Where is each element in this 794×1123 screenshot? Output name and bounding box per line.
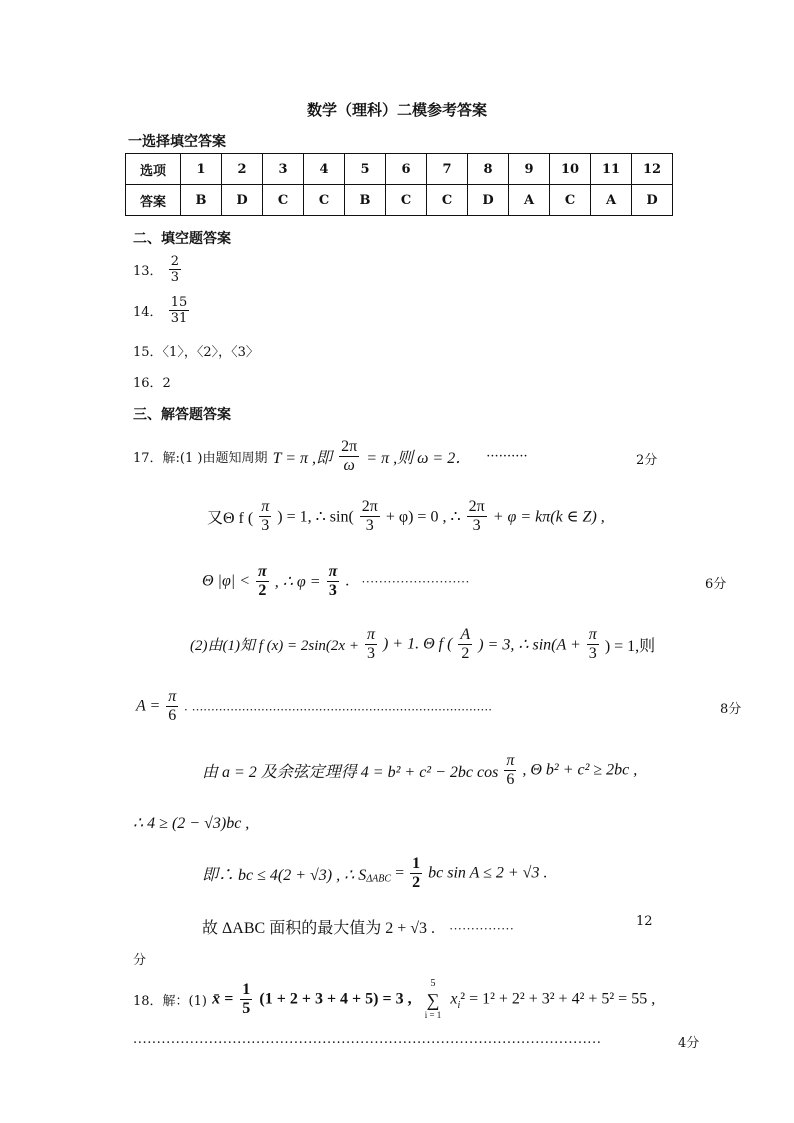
math-text: 由 a = 2 及余弦定理得 4 = b² + c² − 2bc cos <box>202 764 499 781</box>
q17-line-1 <box>133 438 528 475</box>
section-heading-solve: 三、解答题答案 <box>133 407 231 423</box>
table-cell: B <box>345 185 386 216</box>
math-text: x̄ = <box>212 990 234 1008</box>
table-cell: 1 <box>181 154 222 185</box>
fraction <box>365 626 377 663</box>
fraction <box>166 688 178 725</box>
denominator: 6 <box>506 771 515 788</box>
table-cell: 3 <box>263 154 304 185</box>
dot-leader: ························· <box>361 573 470 589</box>
dot-leader: ·········· <box>486 449 528 464</box>
q17-line-5 <box>136 688 492 725</box>
score-mark: 8分 <box>720 702 742 717</box>
fraction <box>467 498 487 535</box>
score-mark: 12 <box>636 914 653 929</box>
denominator: 3 <box>365 517 374 534</box>
fraction <box>360 498 380 535</box>
table-cell: A <box>591 185 632 216</box>
math-text: , ∴ φ = <box>274 573 321 591</box>
math-text: , Θ b² + c² ≥ 2bc , <box>522 761 638 779</box>
denominator: 2 <box>461 645 470 662</box>
score-mark: 4分 <box>678 1036 700 1051</box>
table-cell: 9 <box>509 154 550 185</box>
sigma-glyph: ∑ <box>426 990 440 1010</box>
fraction <box>259 498 271 535</box>
question-number: 13． <box>133 264 163 279</box>
section-heading-fill: 二、填空题答案 <box>133 231 231 247</box>
denominator: 3 <box>261 517 270 534</box>
q17-period: T = π ,即 <box>272 450 333 467</box>
table-cell: 8 <box>468 154 509 185</box>
q17-line-7: ∴ 4 ≥ (2 − √3)bc , <box>133 815 250 832</box>
table-cell: C <box>304 185 345 216</box>
numerator: π <box>366 626 375 643</box>
denominator: 3 <box>328 582 337 599</box>
numerator: 2π <box>341 438 358 455</box>
table-cell: 4 <box>304 154 345 185</box>
denominator: 6 <box>168 707 177 724</box>
fraction <box>458 626 472 663</box>
numerator: 15 <box>170 295 188 310</box>
math-text: ) = 1, ∴ sin( <box>277 508 354 526</box>
table-cell: C <box>427 185 468 216</box>
answer-14 <box>133 295 191 326</box>
q17-line-3 <box>202 563 470 600</box>
dot-leader: ··············· <box>449 921 514 936</box>
q17-line-4 <box>190 626 655 663</box>
numerator: 2π <box>468 498 485 515</box>
fraction <box>256 563 269 600</box>
numerator: π <box>588 626 597 643</box>
subscript: ΔABC <box>366 873 392 885</box>
denominator: 3 <box>588 645 597 662</box>
score-mark: 6分 <box>705 577 727 592</box>
numerator: π <box>328 563 338 580</box>
numerator: 1 <box>412 855 421 872</box>
fraction <box>339 438 359 475</box>
numerator: π <box>258 563 267 580</box>
math-text: + φ = kπ(k ∈ Z) , <box>492 508 605 526</box>
numerator: 2 <box>170 254 179 269</box>
table-cell: B <box>181 185 222 216</box>
math-text: 故 ΔABC 面积的最大值为 2 + √3 . <box>202 920 435 937</box>
denominator: 3 <box>472 517 481 534</box>
table-cell: C <box>386 185 427 216</box>
score-unit: 分 <box>133 953 147 968</box>
math-text: 即∴ bc ≤ 4(2 + √3) , ∴ S <box>202 867 367 884</box>
dot-leader: ................................................................................................... <box>133 1032 602 1047</box>
sum-upper: 5 <box>430 978 436 989</box>
answer-15: 15．〈1〉，〈2〉，〈3〉 <box>133 345 259 360</box>
q17-omega: = π ,则 ω = 2． <box>366 450 472 467</box>
numerator: π <box>168 688 177 705</box>
math-text: ) = 1,则 <box>604 638 656 655</box>
fraction <box>504 752 516 789</box>
table-cell: 2 <box>222 154 263 185</box>
numerator: 2π <box>361 498 378 515</box>
q17-line-2 <box>207 498 605 535</box>
sum-lower: i = 1 <box>424 1010 442 1020</box>
denominator: 3 <box>366 645 375 662</box>
summation <box>423 978 444 1021</box>
math-text: = <box>395 864 405 882</box>
table-row <box>126 185 673 216</box>
table-cell: 7 <box>427 154 468 185</box>
table-cell: 10 <box>550 154 591 185</box>
table-row-label: 选项 <box>126 154 181 185</box>
q17-line-6 <box>202 752 637 789</box>
fraction <box>410 855 422 892</box>
math-text: Θ |φ| < <box>202 572 250 590</box>
answer-13 <box>133 254 183 285</box>
table-cell: 12 <box>632 154 673 185</box>
table-cell: D <box>222 185 263 216</box>
math-text: . <box>345 572 350 590</box>
table-cell: A <box>509 185 550 216</box>
denominator: ω <box>343 457 355 474</box>
table-cell: D <box>468 185 509 216</box>
table-cell: 5 <box>345 154 386 185</box>
fraction <box>169 254 181 285</box>
math-text: 又Θ f ( <box>207 510 254 527</box>
math-text: + φ) = 0 , ∴ <box>385 508 461 526</box>
denominator: 3 <box>170 270 179 285</box>
q17-line-9 <box>202 915 514 938</box>
math-text: x <box>450 990 458 1008</box>
table-cell: 6 <box>386 154 427 185</box>
q17-line-8 <box>202 855 547 892</box>
math-text: (1 + 2 + 3 + 4 + 5) = 3 , <box>259 990 412 1008</box>
question-number: 14． <box>133 305 163 320</box>
fraction <box>587 626 599 663</box>
table-cell: D <box>632 185 673 216</box>
q17-intro: 17．解:(1 )由题知周期 <box>133 451 268 466</box>
answer-table <box>125 153 673 216</box>
denominator: 2 <box>412 874 421 891</box>
math-text: ) + 1. Θ f ( <box>382 635 453 653</box>
denominator: 5 <box>242 1000 251 1017</box>
math-text: ² = 1² + 2² + 3² + 4² + 5² = 55 , <box>460 990 656 1008</box>
math-text: bc sin A ≤ 2 + √3 . <box>428 864 548 882</box>
table-cell: C <box>550 185 591 216</box>
fraction <box>240 981 252 1018</box>
section-heading-choice: 一选择填空答案 <box>128 134 226 150</box>
math-text: (2)由(1)知 f (x) = 2sin(2x + <box>190 638 359 654</box>
denominator: 2 <box>258 582 267 599</box>
table-row <box>126 154 673 185</box>
denominator: 31 <box>170 311 188 326</box>
numerator: 1 <box>242 981 251 998</box>
subscript: i <box>457 1000 461 1012</box>
table-cell: C <box>263 185 304 216</box>
numerator: π <box>261 498 270 515</box>
table-row-label: 答案 <box>126 185 181 216</box>
numerator: A <box>460 626 471 643</box>
math-text: A = <box>136 697 161 715</box>
math-text: ) = 3, ∴ sin(A + <box>478 636 581 654</box>
dot-leader: . .............................................................................. <box>184 698 493 714</box>
score-mark: 2分 <box>636 453 658 468</box>
table-cell: 11 <box>591 154 632 185</box>
fraction <box>169 295 190 326</box>
fraction <box>327 563 340 600</box>
numerator: π <box>506 752 515 769</box>
q18-intro: 18．解：(1) <box>133 994 207 1009</box>
q18-line-1 <box>133 978 655 1021</box>
answer-16: 16．2 <box>133 376 171 391</box>
page-title: 数学（理科）二模参考答案 <box>306 101 487 119</box>
